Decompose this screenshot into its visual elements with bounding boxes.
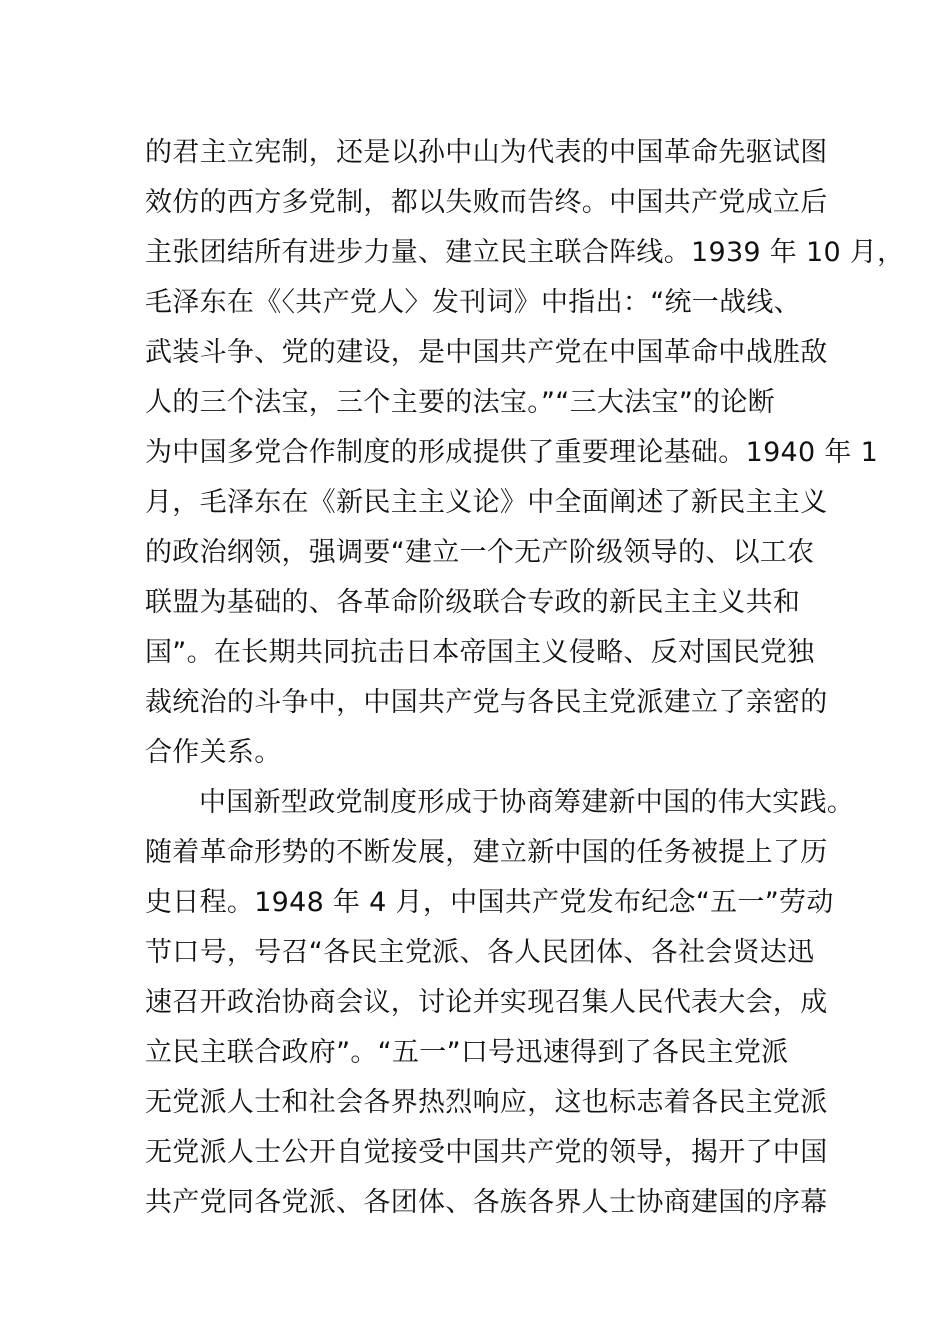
text-line: 为中国多党合作制度的形成提供了重要理论基础。1940 年 1 <box>145 437 879 468</box>
text-line: 节口号，号召“各民主党派、各人民团体、各社会贤达迅 <box>145 937 815 968</box>
text-line: 毛泽东在《〈共产党人〉发刊词》中指出：“统一战线、 <box>145 287 801 318</box>
text-line: 主张团结所有进步力量、建立民主联合阵线。1939 年 10 月， <box>145 237 905 268</box>
body-text <box>145 128 905 1228</box>
text-line: 裁统治的斗争中，中国共产党与各民主党派建立了亲密的 <box>145 687 828 718</box>
text-line: 月，毛泽东在《新民主主义论》中全面阐述了新民主主义 <box>145 487 828 518</box>
text-line: 速召开政治协商会议，讨论并实现召集人民代表大会，成 <box>145 987 828 1018</box>
text-line: 史日程。1948 年 4 月，中国共产党发布纪念“五一”劳动 <box>145 887 834 918</box>
text-line: 无党派人士和社会各界热烈响应，这也标志着各民主党派 <box>145 1087 828 1118</box>
text-line: 合作关系。 <box>145 737 282 768</box>
text-line: 联盟为基础的、各革命阶级联合专政的新民主主义共和 <box>145 587 801 618</box>
text-line: 人的三个法宝，三个主要的法宝。”“三大法宝”的论断 <box>145 387 775 418</box>
text-line: 无党派人士公开自觉接受中国共产党的领导，揭开了中国 <box>145 1137 828 1168</box>
text-line: 随着革命形势的不断发展，建立新中国的任务被提上了历 <box>145 837 828 868</box>
text-line: 的政治纲领，强调要“建立一个无产阶级领导的、以工农 <box>145 537 815 568</box>
paragraph-start-line: 中国新型政党制度形成于协商筹建新中国的伟大实践。 <box>199 787 855 818</box>
text-line: 共产党同各党派、各团体、各族各界人士协商建国的序幕 <box>145 1187 828 1218</box>
text-line: 武装斗争、党的建设，是中国共产党在中国革命中战胜敌 <box>145 337 828 368</box>
text-line: 效仿的西方多党制，都以失败而告终。中国共产党成立后 <box>145 187 828 218</box>
text-line: 立民主联合政府”。“五一”口号迅速得到了各民主党派 <box>145 1037 789 1068</box>
text-line: 的君主立宪制，还是以孙中山为代表的中国革命先驱试图 <box>145 137 828 168</box>
text-line: 国”。在长期共同抗击日本帝国主义侵略、反对国民党独 <box>145 637 815 668</box>
